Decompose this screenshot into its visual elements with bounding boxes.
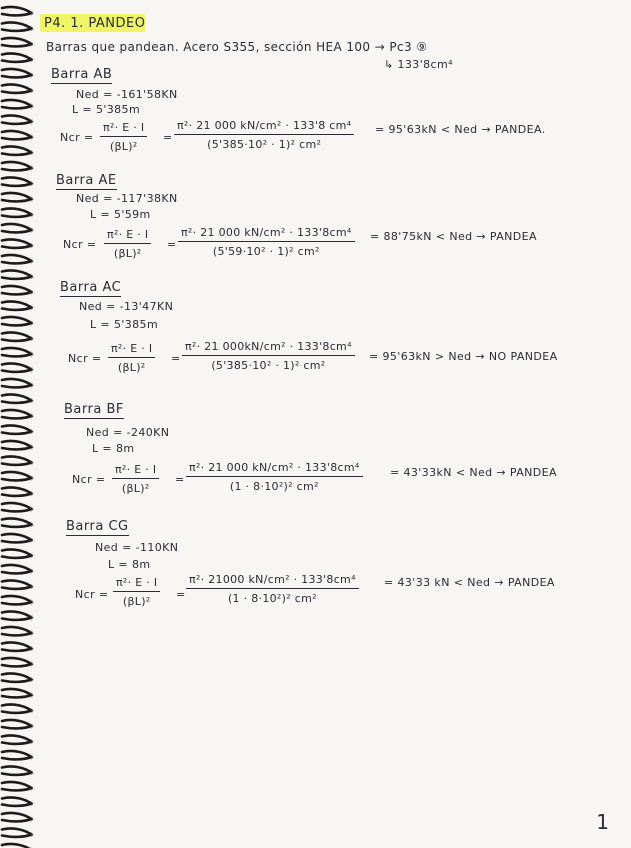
bar-cg-substitution-den: (1 · 8·10²)² cm² — [227, 592, 317, 605]
binding-loop — [2, 38, 31, 46]
binding-loop — [2, 410, 31, 418]
binding-loop — [2, 255, 31, 263]
binding-loop — [2, 704, 31, 712]
binding-loop — [2, 177, 31, 185]
bar-ae-substitution-num: π²· 21 000 kN/cm² · 133'8cm⁴ — [178, 226, 355, 242]
bar-cg-equals: = — [176, 588, 186, 601]
binding-loop — [2, 813, 31, 821]
binding-loop — [2, 425, 31, 433]
binding-loop — [2, 53, 31, 61]
bar-ae-substitution — [178, 226, 355, 258]
bar-cg-formula-num: π²· E · I — [113, 576, 160, 592]
bar-ac-length: L = 5'385m — [90, 318, 159, 331]
page-title: P4. 1. PANDEO — [44, 16, 146, 31]
bar-cg-ncr-label: Ncr = — [75, 588, 109, 601]
bar-ae-formula-den: (βL)² — [113, 247, 142, 260]
bar-ac-formula-den: (βL)² — [117, 361, 146, 374]
bar-ab-substitution — [174, 119, 354, 151]
bar-ab-formula — [100, 121, 147, 153]
binding-loop — [2, 797, 31, 805]
binding-loop — [2, 208, 31, 216]
bar-cg-ned: Ned = -110KN — [95, 541, 179, 554]
binding-loop — [2, 301, 31, 309]
bar-ac-substitution-den: (5'385·10² · 1)² cm² — [211, 359, 326, 372]
bar-cg-length: L = 8m — [108, 558, 151, 571]
binding-loop — [2, 332, 31, 340]
binding-loop — [2, 115, 31, 123]
bar-ae-substitution-den: (5'59·10² · 1)² cm² — [212, 245, 320, 258]
bar-bf-substitution — [186, 461, 363, 493]
binding-loop — [2, 286, 31, 294]
binding-loop — [2, 518, 31, 526]
binding-loop — [2, 782, 31, 790]
binding-loop — [2, 611, 31, 619]
binding-loop — [2, 751, 31, 759]
bar-ab-formula-num: π²· E · I — [100, 121, 147, 137]
binding-loop — [2, 472, 31, 480]
bar-ae-formula-num: π²· E · I — [104, 228, 151, 244]
binding-loop — [2, 828, 31, 836]
binding-loop — [2, 363, 31, 371]
bar-ac-heading: Barra AC — [60, 280, 122, 295]
bar-ab-result: = 95'63kN < Ned → PANDEA. — [375, 123, 546, 136]
bar-cg-result: = 43'33 kN < Ned → PANDEA — [384, 576, 555, 589]
binding-loop — [2, 565, 31, 573]
binding-loop — [2, 69, 31, 77]
binding-loop — [2, 317, 31, 325]
bar-bf-result: = 43'33kN < Ned → PANDEA — [390, 466, 557, 479]
bar-bf-ncr-label: Ncr = — [72, 473, 106, 486]
bar-ab-ncr-label: Ncr = — [60, 131, 94, 144]
binding-loop — [2, 673, 31, 681]
binding-loop — [2, 549, 31, 557]
binding-loop — [2, 100, 31, 108]
bar-ac-formula — [108, 342, 155, 374]
bar-ac-substitution-num: π²· 21 000kN/cm² · 133'8cm⁴ — [182, 340, 355, 356]
binding-loop — [2, 7, 31, 15]
binding-loop — [2, 348, 31, 356]
bar-bf-formula-den: (βL)² — [121, 482, 150, 495]
page-number: 1 — [596, 810, 609, 834]
bar-ab-substitution-num: π²· 21 000 kN/cm² · 133'8 cm⁴ — [174, 119, 354, 135]
bar-ac-ncr-label: Ncr = — [68, 352, 102, 365]
bar-ab-ned: Ned = -161'58KN — [76, 88, 178, 101]
bar-cg-formula-den: (βL)² — [122, 595, 151, 608]
bar-bf-heading: Barra BF — [64, 402, 124, 417]
spiral-binding — [0, 0, 36, 848]
binding-loop — [2, 270, 31, 278]
bar-ae-ned: Ned = -117'38KN — [76, 192, 178, 205]
bar-ac-equals: = — [171, 352, 181, 365]
binding-loop — [2, 503, 31, 511]
bar-ac-result: = 95'63kN > Ned → NO PANDEA — [369, 350, 558, 363]
bar-bf-length: L = 8m — [92, 442, 135, 455]
bar-ab-length: L = 5'385m — [72, 103, 141, 116]
bar-bf-ned: Ned = -240KN — [86, 426, 170, 439]
bar-bf-substitution-den: (1 · 8·10²)² cm² — [229, 480, 319, 493]
binding-loop — [2, 379, 31, 387]
binding-loop — [2, 844, 31, 848]
binding-loop — [2, 131, 31, 139]
binding-loop — [2, 580, 31, 588]
binding-loop — [2, 766, 31, 774]
binding-loop — [2, 146, 31, 154]
bar-ae-result: = 88'75kN < Ned → PANDEA — [370, 230, 537, 243]
bar-cg-heading: Barra CG — [66, 519, 129, 534]
bar-bf-equals: = — [175, 473, 185, 486]
intro-sub: ↳ 133'8cm⁴ — [384, 58, 453, 71]
binding-loop — [2, 720, 31, 728]
bar-ab-equals: = — [163, 131, 173, 144]
bar-ae-formula — [104, 228, 151, 260]
binding-loop — [2, 22, 31, 30]
bar-bf-formula — [112, 463, 159, 495]
binding-loop — [2, 487, 31, 495]
bar-ae-equals: = — [167, 238, 177, 251]
bar-ac-formula-num: π²· E · I — [108, 342, 155, 358]
bar-cg-substitution — [186, 573, 359, 605]
bar-ae-length: L = 5'59m — [90, 208, 151, 221]
bar-ab-formula-den: (βL)² — [109, 140, 138, 153]
binding-loop — [2, 84, 31, 92]
binding-loop — [2, 441, 31, 449]
binding-loop — [2, 596, 31, 604]
binding-loop — [2, 627, 31, 635]
binding-loop — [2, 162, 31, 170]
binding-loop — [2, 224, 31, 232]
binding-loop — [2, 689, 31, 697]
bar-ae-ncr-label: Ncr = — [63, 238, 97, 251]
binding-loop — [2, 642, 31, 650]
binding-loop — [2, 394, 31, 402]
binding-loop — [2, 658, 31, 666]
binding-loop — [2, 193, 31, 201]
bar-ac-ned: Ned = -13'47KN — [79, 300, 174, 313]
bar-bf-formula-num: π²· E · I — [112, 463, 159, 479]
binding-loop — [2, 456, 31, 464]
bar-ac-substitution — [182, 340, 355, 372]
bar-ab-substitution-den: (5'385·10² · 1)² cm² — [207, 138, 322, 151]
intro-line: Barras que pandean. Acero S355, sección HEA 100 → Pc3 ⑨ — [46, 40, 428, 54]
bar-cg-substitution-num: π²· 21000 kN/cm² · 133'8cm⁴ — [186, 573, 359, 589]
bar-bf-substitution-num: π²· 21 000 kN/cm² · 133'8cm⁴ — [186, 461, 363, 477]
bar-ab-heading: Barra AB — [51, 67, 113, 82]
binding-loop — [2, 735, 31, 743]
binding-loop — [2, 239, 31, 247]
bar-ae-heading: Barra AE — [56, 173, 117, 188]
bar-cg-formula — [113, 576, 160, 608]
binding-loop — [2, 534, 31, 542]
